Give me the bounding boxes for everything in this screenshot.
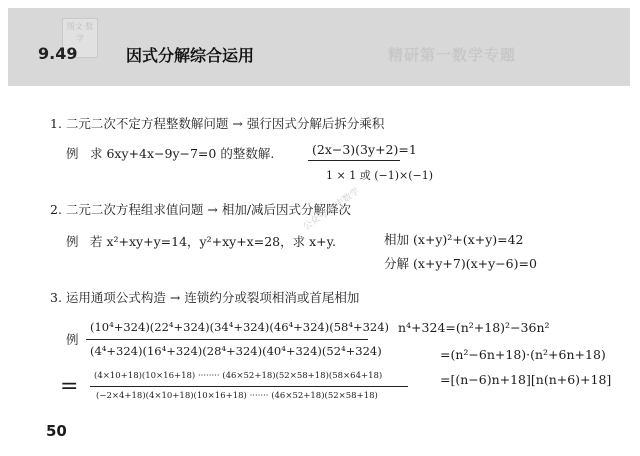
book-logo: 图文·数学 [62, 18, 98, 58]
section-2-add-line: 相加 (x+y)²+(x+y)=42 [384, 232, 524, 247]
diagonal-watermark: 公众号:初中数学 [301, 186, 362, 233]
section-3-denominator: (4⁴+324)(16⁴+324)(28⁴+324)(40⁴+324)(52⁴+324) [90, 344, 382, 358]
equals-sign: = [60, 374, 79, 399]
step-denominator: (−2×4+18)(4×10+18)(10×16+18) ······· (46×52+18)(52×58+18) [96, 391, 378, 401]
section-header [8, 8, 630, 86]
section-1-heading: 1. 二元二次不定方程整数解问题 → 强行因式分解后拆分乘积 [50, 116, 385, 131]
section-1-underline [308, 160, 400, 161]
section-2-factor-line: 分解 (x+y+7)(x+y−6)=0 [384, 256, 537, 271]
header-watermark: 精研第一数学专题 [388, 46, 517, 64]
section-3-example-label: 例 [66, 332, 79, 347]
section-2-heading: 2. 二元二次方程组求值问题 → 相加/减后因式分解降次 [50, 202, 352, 217]
step-fraction-bar [90, 386, 408, 387]
section-2-example-label: 例 [66, 234, 79, 249]
section-2-example: 若 x²+xy+y=14，y²+xy+x=28，求 x+y. [90, 234, 336, 249]
identity-line-2: =(n²−6n+18)·(n²+6n+18) [440, 347, 606, 362]
step-numerator: (4×10+18)(10×16+18) ········ (46×52+18)(52×58+18)(58×64+18) [94, 371, 383, 381]
section-title: 因式分解综合运用 [126, 46, 255, 65]
identity-line-3: =[(n−6)n+18][n(n+6)+18] [440, 372, 612, 387]
section-3-numerator: (10⁴+324)(22⁴+324)(34⁴+324)(46⁴+324)(58⁴+324) [90, 320, 390, 334]
section-3-heading: 3. 运用通项公式构造 → 连锁约分或裂项相消或首尾相加 [50, 290, 360, 305]
page-number: 50 [46, 422, 67, 440]
section-1-work: (2x−3)(3y+2)=1 [312, 142, 417, 157]
section-number: 9.49 [38, 44, 78, 63]
section-1-example-label: 例 [66, 146, 79, 161]
section-1-work-sub: 1 × 1 或 (−1)×(−1) [326, 169, 434, 182]
identity-line-1: n⁴+324=(n²+18)²−36n² [398, 320, 550, 335]
section-3-fraction-bar [86, 339, 368, 340]
section-1-example: 求 6xy+4x−9y−7=0 的整数解. [90, 146, 275, 161]
